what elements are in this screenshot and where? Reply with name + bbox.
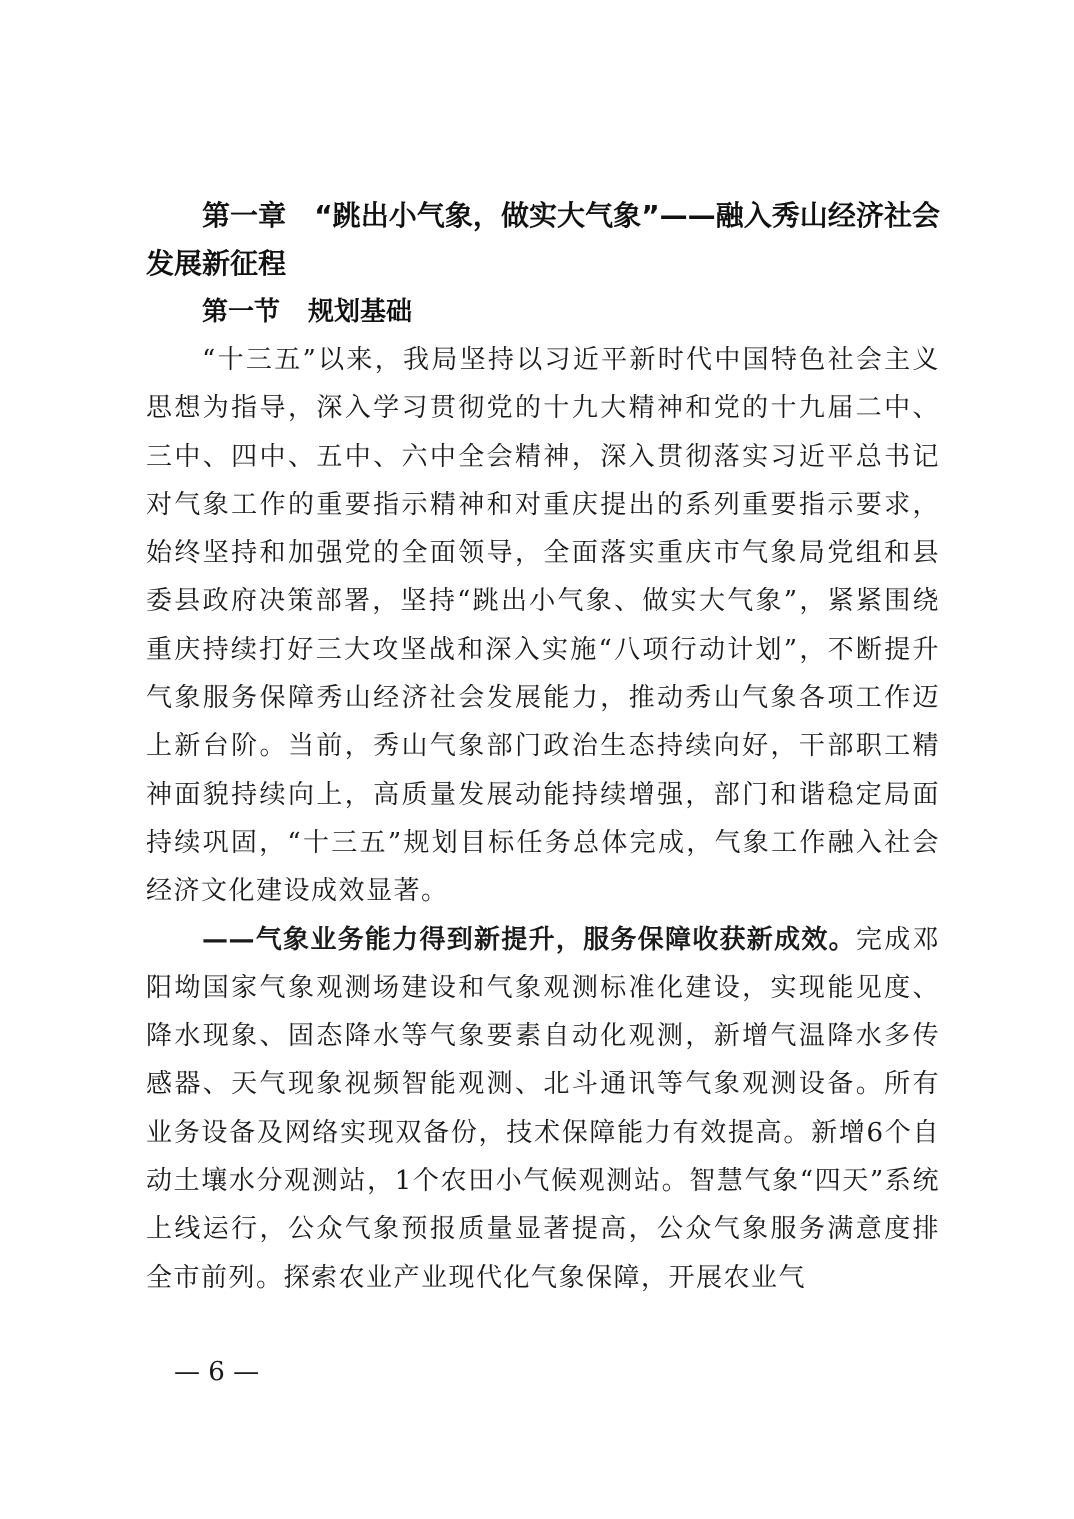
- chapter-title: 第一章 “跳出小气象，做实大气象”——融入秀山经济社会发展新征程: [146, 199, 940, 280]
- intro-paragraph: “十三五”以来，我局坚持以习近平新时代中国特色社会主义思想为指导，深入学习贯彻党的十九大精神和党的十九届二中、三中、四中、五中、六中全会精神，深入贯彻落实习近平总书记对气象工作的重要指示精神和对重庆提出的系列重要指示要求，始终坚持和加强党的全面领导，全面落实重庆市气象局党组和县委县政府决策部署，坚持“跳出小气象、做实大气象”，紧紧围绕重庆持续打好三大攻坚战和深入实施“八项行动计划”，不断提升气象服务保障秀山经济社会发展能力，推动秀山气象各项工作迈上新台阶。当前，秀山气象部门政治生态持续向好，干部职工精神面貌持续向上，高质量发展动能持续增强，部门和谐稳定局面持续巩固，“十三五”规划目标任务总体完成，气象工作融入社会经济文化建设成效显著。: [146, 345, 940, 907]
- section-label: 第一节: [202, 297, 281, 327]
- page-content: [146, 192, 940, 1302]
- item1-body: 完成邓阳坳国家气象观测场建设和气象观测标准化建设，实现能见度、降水现象、固态降水等气象要素自动化观测，新增气温降水多传感器、天气现象视频智能观测、北斗通讯等气象观测设备。所有业务设备及网络实现双备份，技术保障能力有效提高。新增6个自动土壤水分观测站，1个农田小气候观测站。智慧气象“四天”系统上线运行，公众气象预报质量显著提高，公众气象服务满意度排全市前列。探索农业产业现代化气象保障，开展农业气: [146, 924, 940, 1293]
- section-title: 规划基础: [308, 297, 413, 327]
- page-number: — 6 —: [174, 1357, 260, 1387]
- item1-lead: ——气象业务能力得到新提升，服务保障收获新成效。: [202, 924, 856, 955]
- section-heading: [146, 288, 940, 336]
- item1-paragraph: [146, 916, 940, 1302]
